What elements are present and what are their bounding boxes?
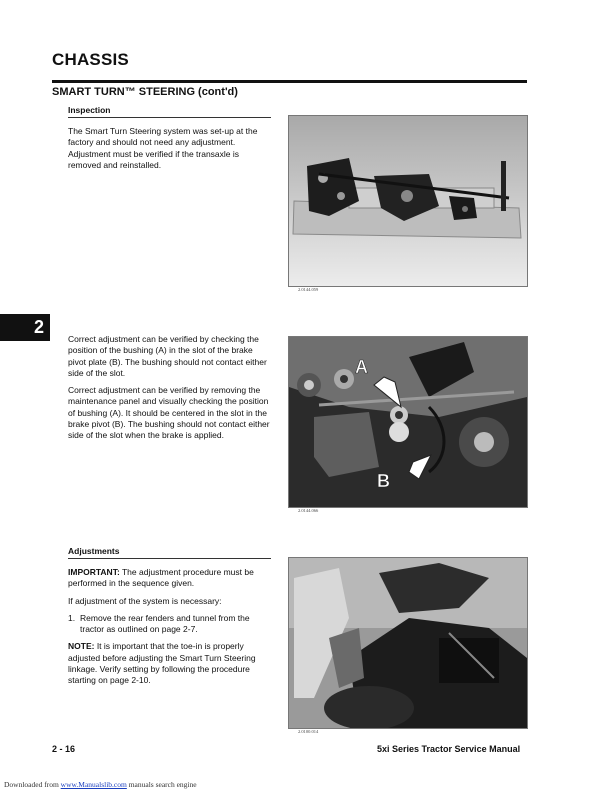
important-text: The adjustment procedure must be performed in the sequence given. xyxy=(68,567,254,589)
note-paragraph xyxy=(68,641,273,686)
page-number: 2 - 16 xyxy=(52,744,76,754)
download-prefix: Downloaded from xyxy=(4,780,61,789)
section-title: SMART TURN™ STEERING (cont'd) xyxy=(52,86,238,98)
inspection-rule xyxy=(68,117,271,118)
list-item xyxy=(68,613,273,636)
inspection-heading: Inspection xyxy=(68,105,111,115)
note-text: It is important that the toe-in is properly adjusted before adjusting the Smart Turn Steering linkage. Verify setting by following the procedure starting on page 2-10. xyxy=(68,641,256,686)
verification-paragraph-2: Correct adjustment can be verified by removing the maintenance panel and visually checking the position of bushing (A). It should be centered in the slot in the brake pivot (B). The bushing should not contact either side of the slot when the brake is applied. xyxy=(68,385,270,441)
download-notice xyxy=(4,780,197,789)
steering-linkage-photo xyxy=(288,115,528,287)
chapter-tab: 2 xyxy=(0,314,50,341)
inspection-paragraph: The Smart Turn Steering system was set-up at the factory and should not need any adjustment. Adjustment must be verified if the transaxle is removed and reinstalled. xyxy=(68,126,258,170)
tractor-photo xyxy=(288,557,528,729)
step-number: 1. xyxy=(68,612,76,623)
manual-title: 5xi Series Tractor Service Manual xyxy=(377,744,521,754)
important-label: IMPORTANT: xyxy=(68,567,120,577)
adjustments-image-caption: 2.0100.014 xyxy=(298,729,319,734)
adjustments-text xyxy=(68,567,273,693)
verification-text xyxy=(68,334,273,448)
inspection-text xyxy=(68,126,273,177)
label-b: B xyxy=(377,471,390,491)
important-paragraph xyxy=(68,567,273,590)
manualslib-link[interactable]: www.Manualslib.com xyxy=(60,780,127,789)
adjustments-heading: Adjustments xyxy=(68,546,120,556)
chapter-title: CHASSIS xyxy=(52,50,129,69)
step-text: Remove the rear fenders and tunnel from the tractor as outlined on page 2-7. xyxy=(80,612,250,635)
note-label: NOTE: xyxy=(68,641,95,652)
if-adjustment-paragraph: If adjustment of the system is necessary: xyxy=(68,595,222,606)
download-suffix: manuals search engine xyxy=(126,780,197,789)
adjustments-rule xyxy=(68,558,271,559)
verification-paragraph-1: Correct adjustment can be verified by checking the position of the bushing (A) in the slot of the brake pivot plate (B). The bushing should not contact either side of the slot. xyxy=(68,334,267,378)
bushing-slot-photo xyxy=(288,336,528,508)
title-rule xyxy=(52,80,527,83)
inspection-image-caption: 2.0144.059 xyxy=(298,287,319,292)
verification-image-caption: 2.0144.066 xyxy=(298,508,319,513)
label-a: A xyxy=(355,357,368,377)
